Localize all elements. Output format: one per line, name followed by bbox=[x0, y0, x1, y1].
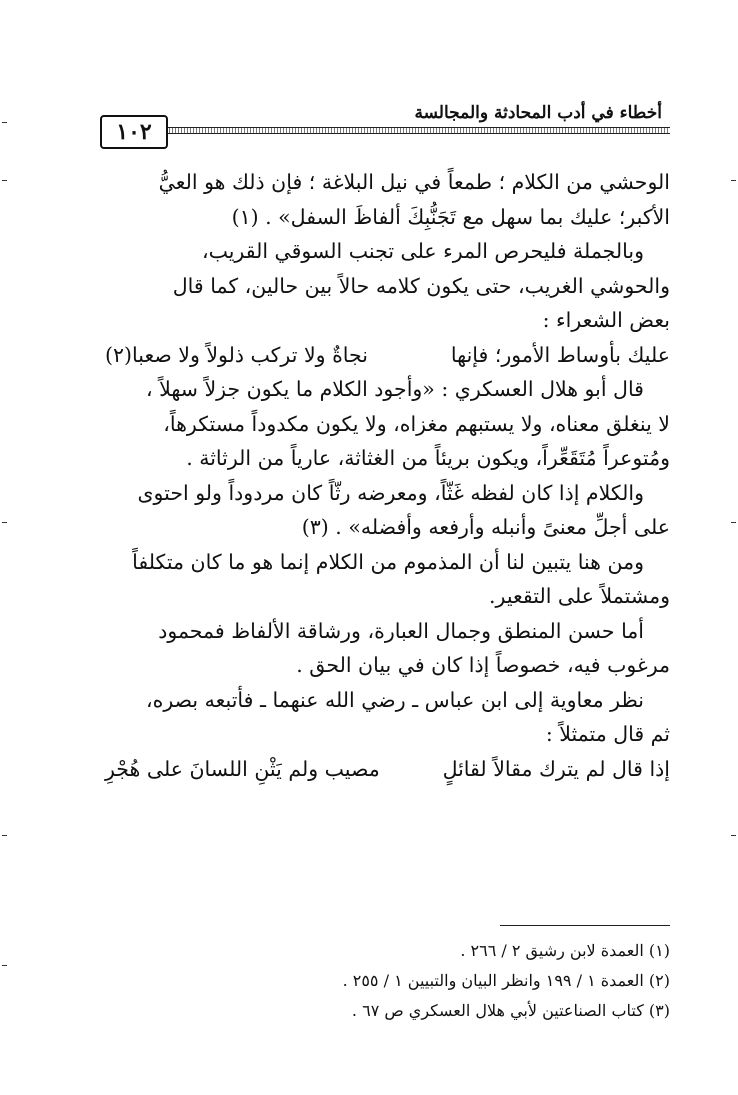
footnote: (١) العمدة لابن رشيق ٢ / ٢٦٦ . bbox=[460, 941, 670, 960]
verse-line bbox=[105, 752, 670, 787]
page-number: ١٠٢ bbox=[100, 115, 168, 149]
text-line: أما حسن المنطق وجمال العبارة، ورشاقة الألفاظ فمحمود bbox=[158, 618, 644, 643]
verse-line bbox=[105, 338, 670, 373]
footnote: (٣) كتاب الصناعتين لأبي هلال العسكري ص ٦٧ . bbox=[351, 1001, 670, 1020]
text-line: نظر معاوية إلى ابن عباس ـ رضي الله عنهما ـ فأتبعه بصره، bbox=[145, 687, 644, 712]
margin-mark bbox=[2, 122, 7, 123]
margin-mark bbox=[731, 522, 736, 523]
text-line: ثم قال متمثلاً : bbox=[545, 722, 670, 746]
text-line: والحوشي الغريب، حتى يكون كلامه حالاً بين حالين، كما قال bbox=[172, 273, 670, 298]
text-line: ومُتوعراً مُتَقَعِّراً، ويكون بريئاً من الغثاثة، عارياً من الرثاثة . bbox=[186, 446, 670, 470]
margin-mark bbox=[2, 180, 7, 181]
header-rule bbox=[100, 127, 670, 134]
margin-mark bbox=[731, 835, 736, 836]
margin-mark bbox=[731, 180, 736, 181]
verse-hemistich: عليك بأوساط الأمور؛ فإنها bbox=[450, 342, 670, 367]
text-line: والكلام إذا كان لفظه غَثّاً، ومعرضه رثّاً كان مردوداً ولو احتوى bbox=[137, 480, 644, 505]
text-line: بعض الشعراء : bbox=[542, 308, 670, 332]
verse-hemistich: إذا قال لم يترك مقالاً لقائلٍ bbox=[442, 756, 670, 781]
page-header bbox=[100, 103, 670, 145]
text-line: وبالجملة فليحرص المرء على تجنب السوقي القريب، bbox=[201, 239, 644, 263]
text-line: قال أبو هلال العسكري : «وأجود الكلام ما يكون جزلاً سهلاً ، bbox=[145, 377, 644, 401]
footnote: (٢) العمدة ١ / ١٩٩ وانظر البيان والتبيين ١ / ٢٥٥ . bbox=[342, 971, 670, 990]
text-line: ومشتملاً على التقعير. bbox=[489, 584, 670, 608]
running-title: أخطاء في أدب المحادثة والمجالسة bbox=[414, 103, 662, 123]
verse-hemistich: مصيب ولم يَثْنِ اللسانَ على هُجْرِ bbox=[105, 756, 380, 781]
body-text bbox=[105, 165, 670, 786]
text-line: على أجلِّ معنىً وأنبله وأرفعه وأفضله» . (٣) bbox=[301, 515, 670, 539]
text-line: لا ينغلق معناه، ولا يستبهم مغزاه، ولا يكون مكدوداً مستكرهاً، bbox=[163, 411, 670, 436]
text-line: الأكبر؛ عليك بما سهل مع تَجَنُّبِكَ ألفاظَ السفل» . (١) bbox=[231, 204, 670, 229]
footnotes bbox=[105, 936, 670, 1026]
margin-mark bbox=[2, 965, 7, 966]
margin-mark bbox=[2, 522, 7, 523]
footnote-separator bbox=[500, 925, 670, 926]
verse-hemistich: نجاةٌ ولا تركب ذلولاً ولا صعبا(٢) bbox=[105, 342, 368, 367]
text-line: الوحشي من الكلام ؛ طمعاً في نيل البلاغة ؛ فإن ذلك هو العيُّ bbox=[158, 170, 670, 194]
text-line: ومن هنا يتبين لنا أن المذموم من الكلام إنما هو ما كان متكلفاً bbox=[132, 549, 644, 574]
margin-mark bbox=[2, 835, 7, 836]
text-line: مرغوب فيه، خصوصاً إذا كان في بيان الحق . bbox=[296, 653, 670, 677]
